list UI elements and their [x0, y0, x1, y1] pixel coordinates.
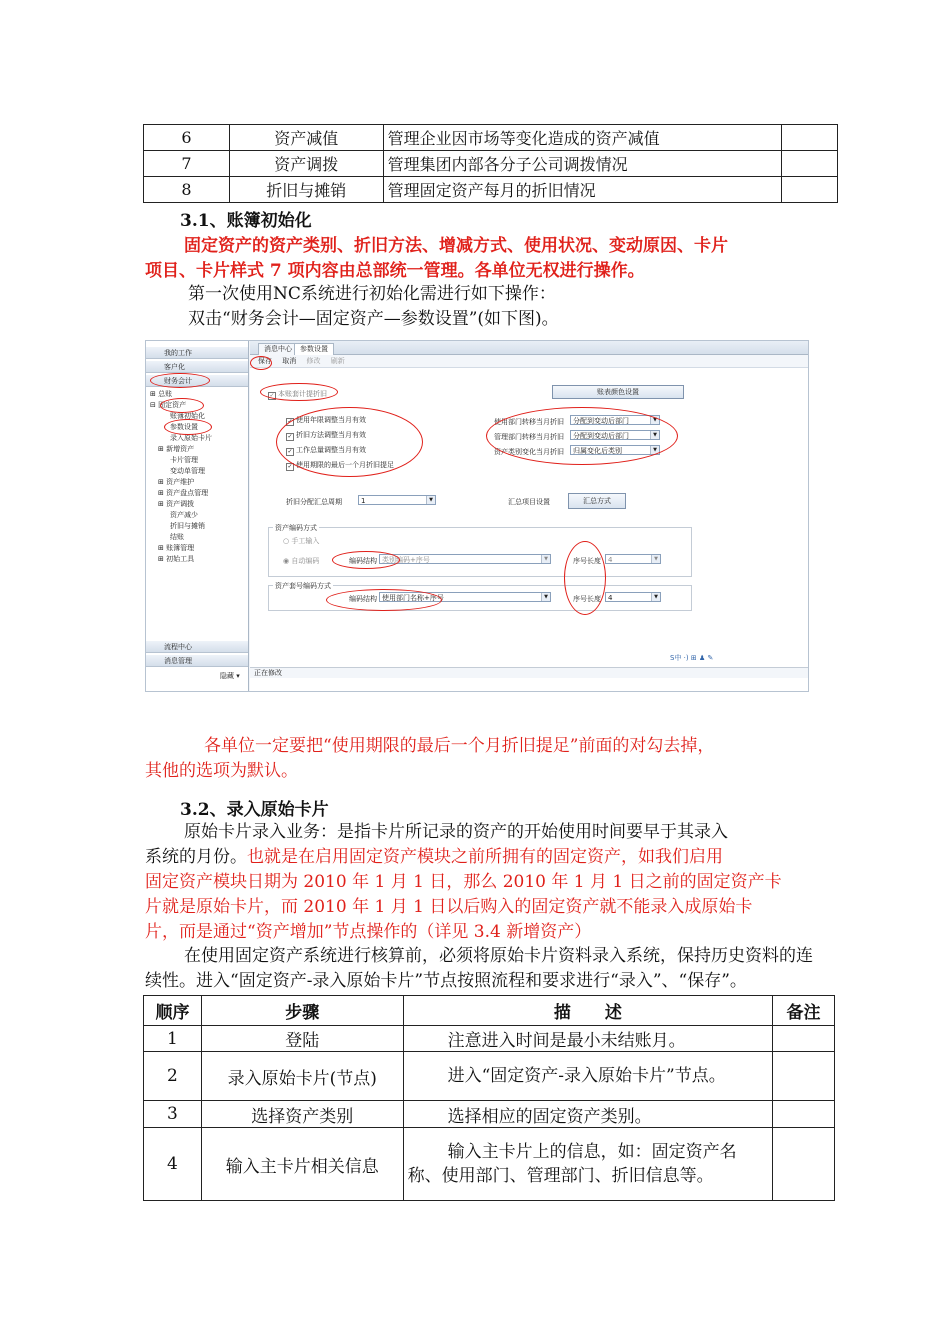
highlight-oval [250, 356, 272, 370]
red-note-line2: 项目、卡片样式 7 项内容由总部统一管理。各单位无权进行操作。 [145, 261, 645, 281]
sidebar [146, 341, 249, 691]
highlight-oval [326, 589, 442, 611]
sidebar-item-finance[interactable]: 财务会计 [146, 375, 248, 387]
period-select[interactable]: 1 ▼ [358, 495, 436, 505]
tree-item[interactable]: ⊞ 新增资产 [158, 445, 195, 453]
section-heading-3-1: 3.1、账簿初始化 [180, 211, 312, 231]
nc-parameter-settings-screenshot [145, 340, 809, 692]
toolbar [250, 355, 808, 368]
paragraph: 第一次使用NC系统进行初始化需进行如下操作： [188, 284, 556, 304]
tree-item[interactable]: 结账 [170, 533, 184, 541]
cancel-button[interactable]: 取消 [282, 357, 297, 365]
seq-len-label: 序号长度 [573, 595, 601, 603]
seq-len-select[interactable]: 4 ▼ [605, 592, 661, 602]
table-row: 7 资产调拨 管理集团内部各分子公司调拨情况 [144, 151, 838, 177]
summary-label: 汇总项目设置 [508, 498, 550, 506]
sidebar-item-my-work[interactable]: 我的工作 [146, 347, 248, 359]
steps-table [143, 995, 835, 1201]
tree-item[interactable]: 账簿初始化 [170, 412, 205, 420]
tree-item[interactable]: ⊞ 初始工具 [158, 555, 195, 563]
rule-label: 管理部门转移当月折旧 [494, 433, 564, 441]
hide-button[interactable]: 隐藏 ▾ [220, 672, 240, 680]
table-row: 8 折旧与摊销 管理固定资产每月的折旧情况 [144, 177, 838, 203]
rule-select[interactable]: 分配到变动后部门 ▼ [570, 415, 660, 425]
paragraph: 固定资产模块日期为 2010 年 1 月 1 日，那么 2010 年 1 月 1 日之前的固定资产卡 [145, 872, 782, 892]
code-struct-label: 编码结构 [349, 557, 377, 565]
sidebar-item-message[interactable]: 消息管理 [146, 655, 248, 667]
ime-toolbar: S中 ·) ⊞ ♟ ✎ [670, 654, 714, 662]
rule-label: 资产类别变化当月折旧 [494, 448, 564, 456]
tree-item[interactable]: ⊞ 资产调拨 [158, 500, 195, 508]
paragraph: 系统的月份。也就是在启用固定资产模块之前所拥有的固定资产，如我们启用 [145, 847, 723, 867]
tree-item[interactable]: ⊟ 固定资产 [150, 401, 187, 409]
tree-item[interactable]: 卡片管理 [170, 456, 198, 464]
highlight-oval [276, 407, 423, 477]
tree-item[interactable]: ⊞ 总账 [150, 390, 173, 398]
tab-message-center[interactable]: 消息中心 [258, 343, 298, 355]
depreciation-checkbox[interactable]: ✓ 本账套计提折旧 [269, 390, 327, 399]
red-note-line1: 固定资产的资产类别、折旧方法、增减方式、使用状况、变动原因、卡片 [184, 236, 728, 256]
table-row: 1 登陆 注意进入时间是最小未结账月。 [144, 1026, 835, 1052]
tab-parameter-settings[interactable]: 参数设置 [294, 343, 334, 355]
last-month-depreciation-checkbox[interactable]: ✓ 使用期限的最后一个月折旧提足 [287, 461, 394, 470]
paragraph: 原始卡片录入业务：是指卡片所记录的资产的开始使用时间要早于其录入 [184, 822, 728, 842]
option-checkbox[interactable]: ✓ 折旧方法调整当月有效 [287, 431, 366, 440]
option-checkbox[interactable]: ✓ 使用年限调整当月有效 [287, 416, 366, 425]
rule-select[interactable]: 归属变化后类别 ▼ [570, 445, 660, 455]
paragraph: 片就是原始卡片，而 2010 年 1 月 1 日以后购入的固定资产就不能录入成原始卡 [145, 897, 753, 917]
option-checkbox[interactable]: ✓ 工作总量调整当月有效 [287, 446, 366, 455]
save-button[interactable]: 保存 [258, 357, 272, 365]
radio-auto[interactable]: ◉ 自动编码 [283, 557, 320, 565]
highlight-oval [260, 383, 338, 401]
highlight-oval [564, 541, 606, 615]
table-row: 6 资产减值 管理企业因市场等变化造成的资产减值 [144, 125, 838, 151]
highlight-oval [332, 551, 400, 569]
sidebar-item-custom[interactable]: 客户化 [146, 361, 248, 373]
function-tree [150, 389, 212, 565]
asset-code-group: 资产编码方式 ○ 手工输入 ◉ 自动编码 编码结构 类别编码+序号 ▼ 序号长度 4 ▼ [268, 527, 692, 577]
highlight-oval [160, 398, 204, 413]
rule-select[interactable]: 分配到变动后部门 ▼ [570, 430, 660, 440]
color-settings-button[interactable]: 账表颜色设置 [552, 385, 684, 399]
tree-item[interactable]: 资产减少 [170, 511, 198, 519]
tag-struct-label: 编码结构 [349, 595, 377, 603]
tree-item[interactable]: 折旧与摊销 [170, 522, 205, 530]
tree-item[interactable]: 变动单管理 [170, 467, 205, 475]
asset-tag-group: 资产套号编码方式 编码结构 使用部门名称+序号 ▼ 序号长度 4 ▼ [268, 585, 692, 611]
paragraph: 双击“财务会计—固定资产—参数设置”(如下图)。 [188, 309, 559, 329]
section-heading-3-2: 3.2、录入原始卡片 [180, 800, 329, 820]
radio-manual[interactable]: ○ 手工输入 [283, 537, 320, 545]
rule-label: 使用部门转移当月折旧 [494, 418, 564, 426]
asset-function-table [143, 124, 838, 203]
tab-bar [250, 341, 808, 355]
seq-len-select[interactable]: 4 ▼ [605, 554, 661, 564]
paragraph: 续性。进入“固定资产-录入原始卡片”节点按照流程和要求进行“录入”、“保存”。 [145, 971, 747, 991]
table-row: 2 录入原始卡片(节点) 进入“固定资产-录入原始卡片”节点。 [144, 1052, 835, 1101]
tree-item[interactable]: 参数设置 [170, 423, 198, 431]
paragraph: 片，而是通过“资产增加”节点操作的（详见 3.4 新增资产） [145, 922, 592, 942]
table-header-row: 顺序 步骤 描 述 备注 [144, 996, 835, 1026]
code-struct-select[interactable]: 类别编码+序号 ▼ [379, 554, 551, 564]
highlight-oval [486, 407, 678, 465]
edit-button[interactable]: 修改 [306, 357, 321, 365]
tree-item[interactable]: ⊞ 账簿管理 [158, 544, 195, 552]
tag-struct-select[interactable]: 使用部门名称+序号 ▼ [379, 592, 551, 602]
red-note-line2: 其他的选项为默认。 [145, 761, 298, 781]
table-row: 4 输入主卡片相关信息 输入主卡片上的信息，如：固定资产名称、使用部门、管理部门、折旧信息等。 [144, 1128, 835, 1201]
tree-item[interactable]: ⊞ 资产盘点管理 [158, 489, 209, 497]
highlight-oval [164, 419, 212, 435]
sidebar-item-process-center[interactable]: 流程中心 [146, 641, 248, 653]
summary-button[interactable]: 汇总方式 [568, 493, 626, 509]
tree-item[interactable]: ⊞ 资产维护 [158, 478, 195, 486]
period-label: 折旧分配汇总周期 [286, 498, 342, 506]
highlight-oval [150, 373, 210, 388]
refresh-button[interactable]: 刷新 [330, 357, 345, 365]
paragraph: 在使用固定资产系统进行核算前，必须将原始卡片资料录入系统，保持历史资料的连 [184, 946, 813, 966]
seq-len-label: 序号长度 [573, 557, 601, 565]
table-row: 3 选择资产类别 选择相应的固定资产类别。 [144, 1101, 835, 1128]
status-bar: 正在修改 [250, 667, 808, 678]
red-note-line1: 各单位一定要把“使用期限的最后一个月折旧提足”前面的对勾去掉， [204, 736, 715, 756]
tree-item[interactable]: 录入原始卡片 [170, 434, 212, 442]
